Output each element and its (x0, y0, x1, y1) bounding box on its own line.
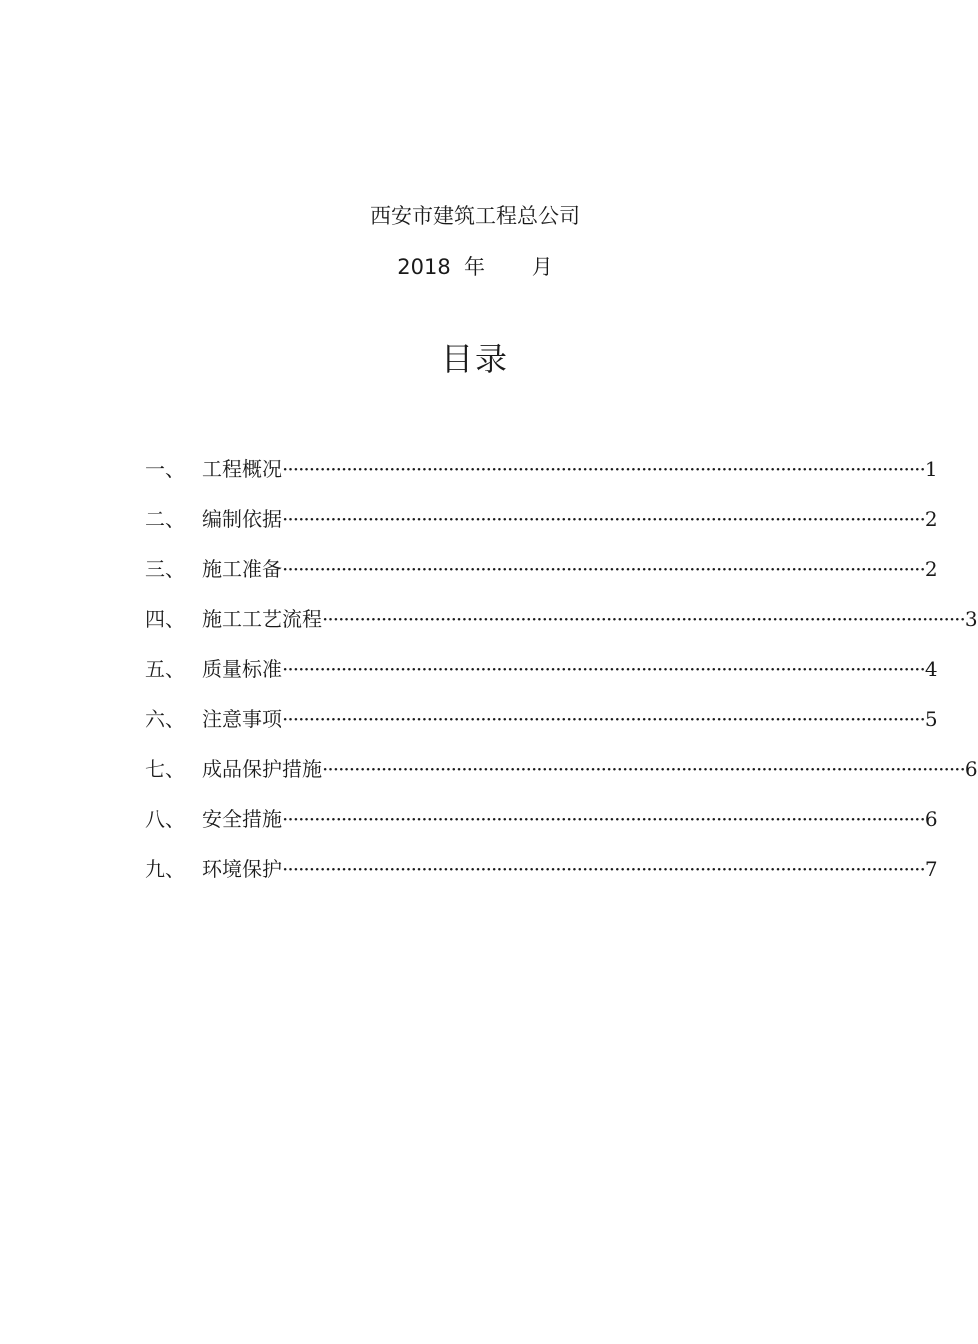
toc-dot-leader: ························································································································ (282, 657, 925, 681)
toc-dot-leader: ························································································································ (282, 457, 925, 481)
toc-dot-leader: ························································································································ (282, 507, 925, 531)
toc-entry-page: 2 (924, 507, 938, 531)
toc-dot-leader: ························································································································ (322, 607, 965, 631)
toc-entry-title: 成品保护措施 (202, 757, 322, 781)
toc-entry-title: 环境保护 (202, 857, 282, 881)
toc-entry-title: 注意事项 (202, 707, 282, 731)
toc-entry-page: 6 (924, 807, 938, 831)
toc-entry-number: 二、 (145, 507, 185, 531)
toc-entry-number: 六、 (145, 707, 185, 731)
company-name: 西安市建筑工程总公司 (370, 204, 580, 228)
toc-entry[interactable] (145, 752, 978, 802)
toc-entry[interactable] (145, 852, 938, 902)
toc-entry-title: 编制依据 (202, 507, 282, 531)
toc-entry-number: 一、 (145, 457, 185, 481)
toc-entry-title: 工程概况 (202, 457, 282, 481)
toc-entry-number: 三、 (145, 557, 185, 581)
toc-dot-leader: ························································································································ (322, 757, 965, 781)
toc-entry[interactable] (145, 602, 978, 652)
toc-dot-leader: ························································································································ (282, 857, 925, 881)
toc-entry-title: 施工工艺流程 (202, 607, 322, 631)
toc-title: 目录 (440, 340, 509, 378)
toc-dot-leader: ························································································································ (282, 807, 925, 831)
toc-entry-number: 七、 (145, 757, 185, 781)
toc-entry-page: 5 (924, 707, 938, 731)
toc-entry-page: 7 (924, 857, 938, 881)
table-of-contents (145, 452, 978, 902)
toc-entry-title: 质量标准 (202, 657, 282, 681)
toc-entry-title: 施工准备 (202, 557, 282, 581)
toc-entry-number: 五、 (145, 657, 185, 681)
toc-dot-leader: ························································································································ (282, 557, 925, 581)
toc-entry[interactable] (145, 452, 938, 502)
date-line: 2018 年 月 (397, 255, 553, 279)
toc-entry-page: 3 (964, 607, 978, 631)
toc-entry-number: 九、 (145, 857, 185, 881)
toc-entry-number: 八、 (145, 807, 185, 831)
toc-entry-page: 4 (924, 657, 938, 681)
toc-entry[interactable] (145, 702, 938, 752)
toc-entry[interactable] (145, 652, 938, 702)
toc-entry-page: 2 (924, 557, 938, 581)
toc-entry-title: 安全措施 (202, 807, 282, 831)
toc-entry[interactable] (145, 502, 938, 552)
toc-entry[interactable] (145, 802, 938, 852)
toc-entry-number: 四、 (145, 607, 185, 631)
toc-entry[interactable] (145, 552, 938, 602)
toc-entry-page: 1 (924, 457, 938, 481)
toc-entry-page: 6 (964, 757, 978, 781)
toc-dot-leader: ························································································································ (282, 707, 925, 731)
